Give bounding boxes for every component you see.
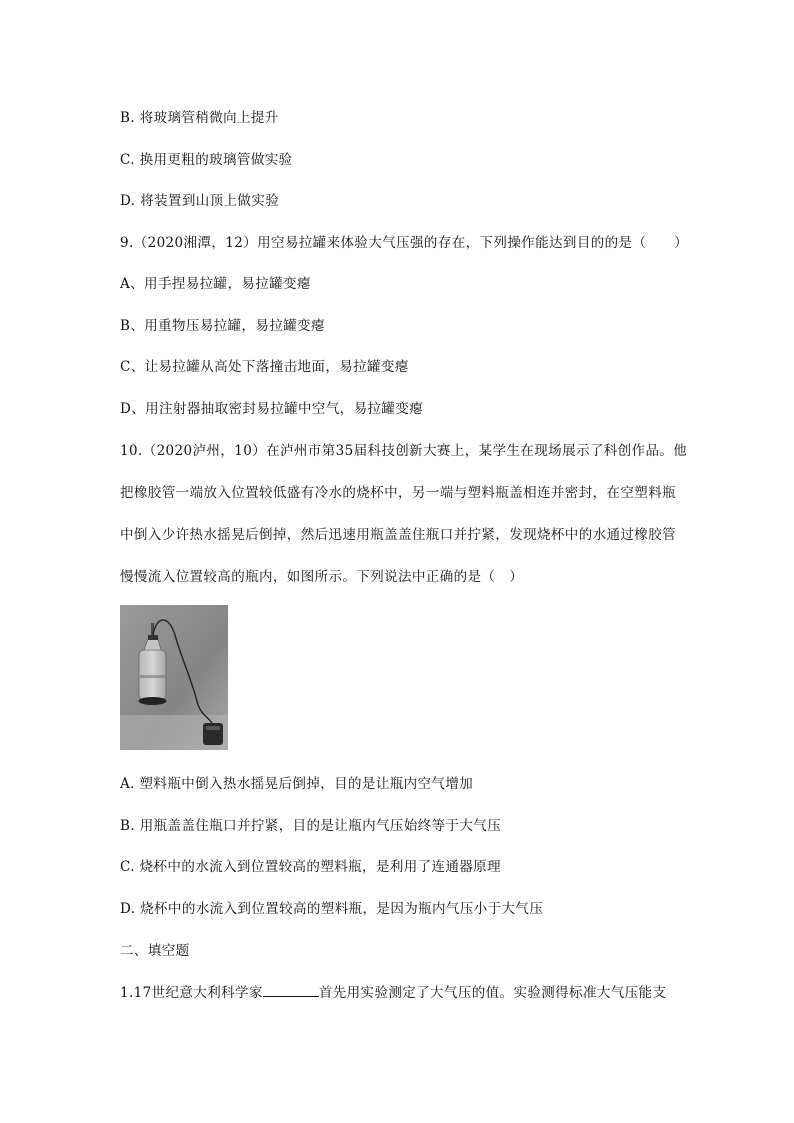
section-heading-fill-in: 二、填空题 <box>120 943 190 959</box>
bottle-siphon-illustration <box>120 605 228 750</box>
q9-stem: 9.（2020湘潭，12）用空易拉罐来体验大气压强的存在，下列操作能达到目的的是（ ） <box>120 235 689 251</box>
q10-option-b: B. 用瓶盖盖住瓶口并拧紧，目的是让瓶内气压始终等于大气压 <box>120 818 502 834</box>
q9-option-d: D、用注射器抽取密封易拉罐中空气，易拉罐变瘪 <box>120 401 424 417</box>
q8-option-d: D. 将装置到山顶上做实验 <box>120 193 280 209</box>
q10-stem-line-4: 慢慢流入位置较高的瓶内，如图所示。下列说法中正确的是（ ） <box>120 569 524 585</box>
fill-question-1 <box>120 983 666 1003</box>
q10-stem-line-3: 中倒入少许热水摇晃后倒掉，然后迅速用瓶盖盖住瓶口并拧紧，发现烧杯中的水通过橡胶管 <box>120 527 676 543</box>
q8-option-b: B. 将玻璃管稍微向上提升 <box>120 110 279 126</box>
q9-option-b: B、用重物压易拉罐，易拉罐变瘪 <box>120 318 325 334</box>
q10-option-c: C. 烧杯中的水流入到位置较高的塑料瓶，是利用了连通器原理 <box>120 859 502 875</box>
fill-question-1-suffix: 首先用实验测定了大气压的值。实验测得标准大气压能支 <box>318 985 667 1001</box>
fill-question-1-prefix: 1.17世纪意大利科学家 <box>120 985 263 1001</box>
q9-option-c: C、让易拉罐从高处下落撞击地面，易拉罐变瘪 <box>120 359 409 375</box>
q8-option-c: C. 换用更粗的玻璃管做实验 <box>120 152 293 168</box>
q9-option-a: A、用手捏易拉罐，易拉罐变瘪 <box>120 276 311 292</box>
q10-option-d: D. 烧杯中的水流入到位置较高的塑料瓶，是因为瓶内气压小于大气压 <box>120 901 544 917</box>
q10-option-a: A. 塑料瓶中倒入热水摇晃后倒掉，目的是让瓶内空气增加 <box>120 776 474 792</box>
answer-blank <box>263 984 319 997</box>
experiment-photo <box>120 605 228 750</box>
q10-stem-line-1: 10.（2020泸州，10）在泸州市第35届科技创新大赛上，某学生在现场展示了科创作品。他 <box>120 443 688 459</box>
q10-stem-line-2: 把橡胶管一端放入位置较低盛有冷水的烧杯中，另一端与塑料瓶盖相连并密封，在空塑料瓶 <box>120 485 676 501</box>
